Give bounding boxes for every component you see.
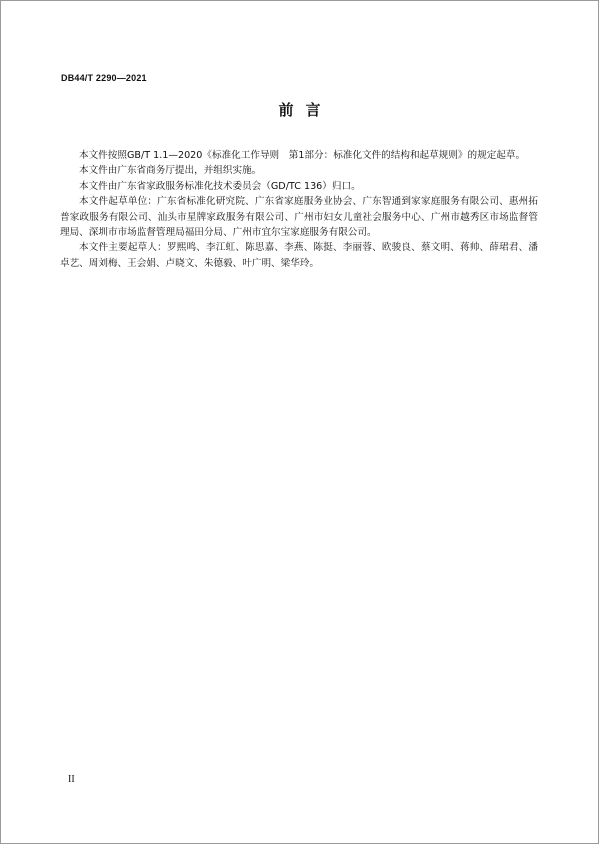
foreword-body	[60, 148, 538, 271]
paragraph-drafting-units: 本文件起草单位：广东省标准化研究院、广东省家庭服务业协会、广东智通到家家庭服务有限公司、惠州拓普家政服务有限公司、汕头市星牌家政服务有限公司、广州市妇女儿童社会服务中心、广州市越秀区市场监督管理局、深圳市市场监督管理局福田分局、广州市宜尔宝家庭服务有限公司。	[60, 196, 538, 239]
page-title: 前言	[278, 101, 333, 119]
paragraph-drafting-rules: 本文件按照GB/T 1.1—2020《标准化工作导则 第1部分：标准化文件的结构和起草规则》的规定起草。	[79, 150, 526, 161]
paragraph-drafters: 本文件主要起草人：罗熙鸣、李江虹、陈思嘉、李燕、陈挺、李丽蓉、欧骏良、蔡文明、蒋帅、薛珺君、潘卓艺、周刘梅、王会娟、卢晓文、朱德毅、叶广明、梁华玲。	[60, 242, 538, 269]
page-number: II	[68, 774, 75, 785]
paragraph-proposer: 本文件由广东省商务厅提出，并组织实施。	[79, 165, 262, 177]
paragraph-committee: 本文件由广东省家政服务标准化技术委员会（GD/TC 136）归口。	[79, 180, 361, 192]
document-code: DB44/T 2290—2021	[61, 73, 147, 83]
